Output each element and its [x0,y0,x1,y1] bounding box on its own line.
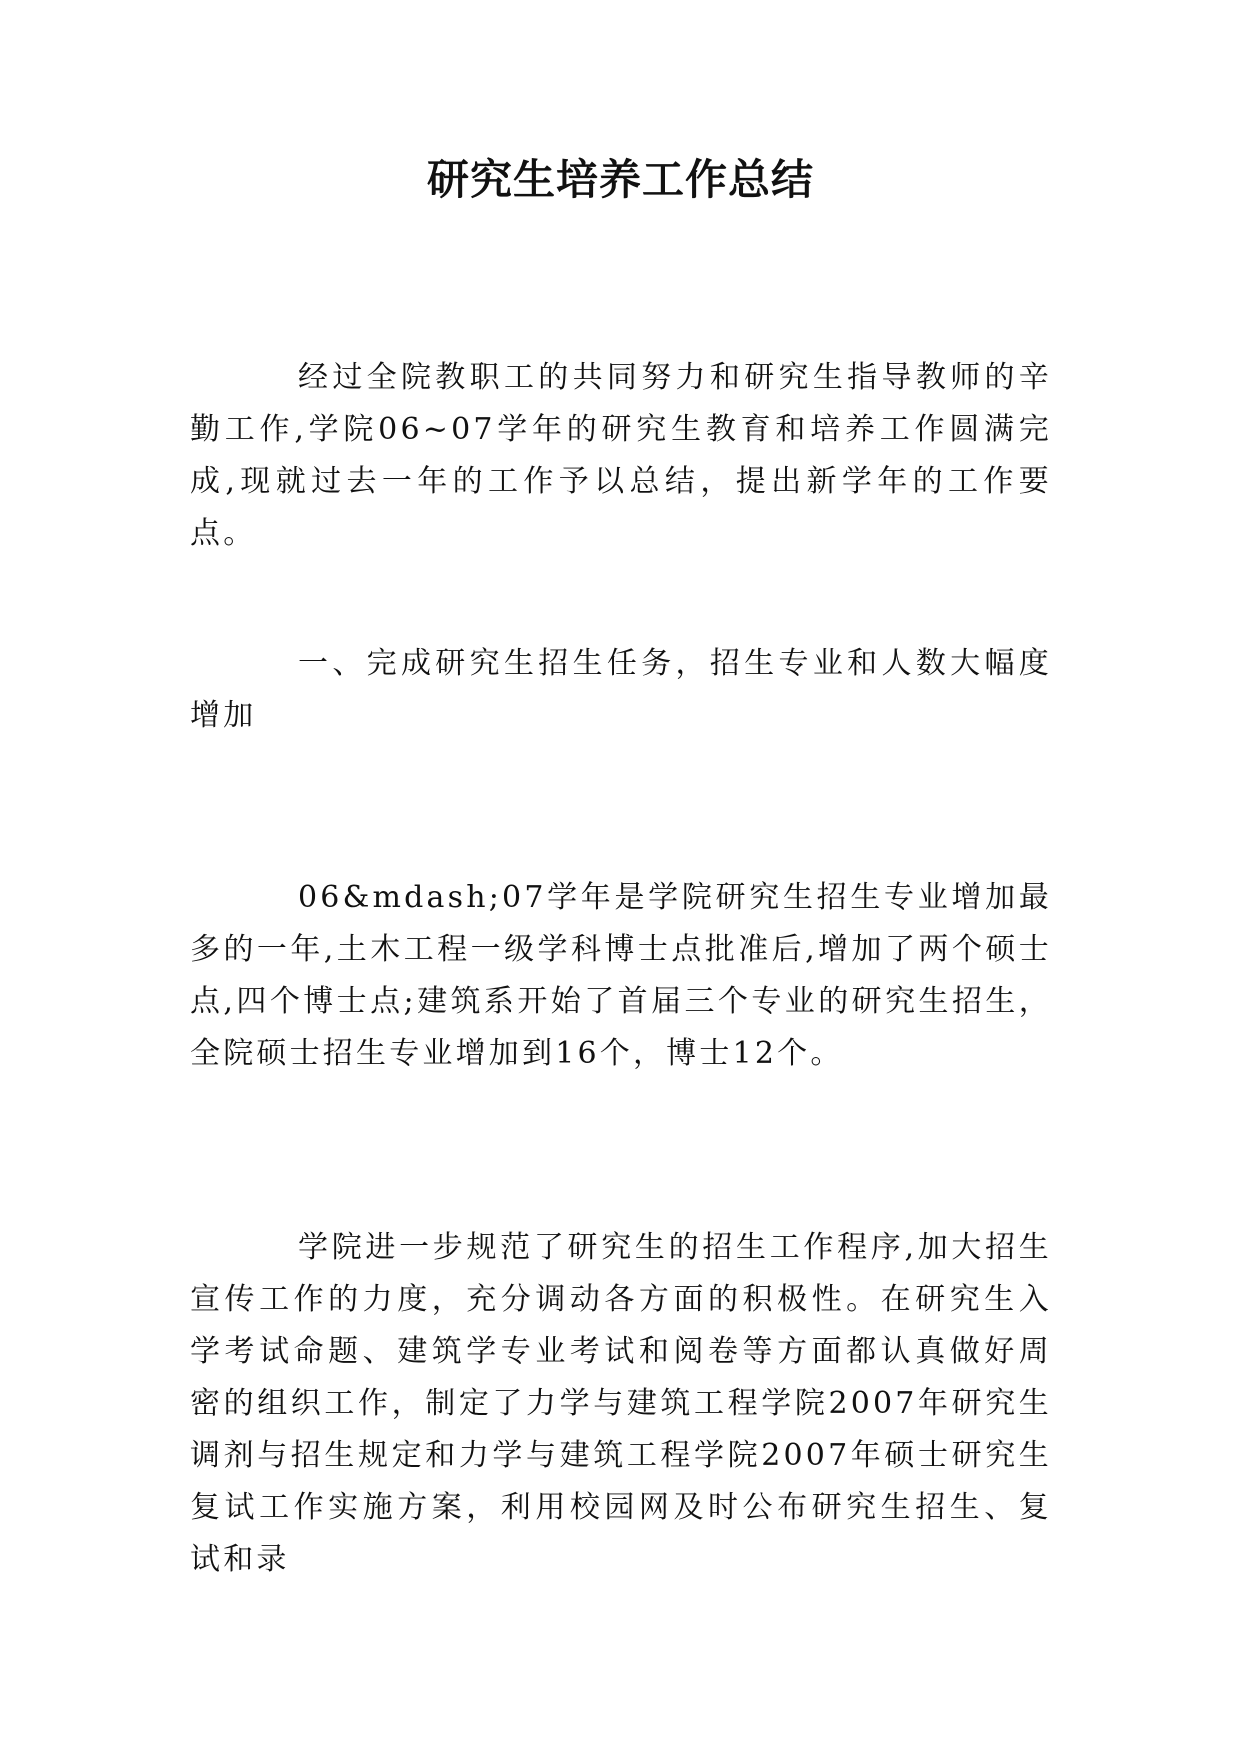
section-heading-1: 一、完成研究生招生任务，招生专业和人数大幅度增加 [190,646,1052,733]
paragraph-admissions-process: 学院进一步规范了研究生的招生工作程序,加大招生宣传工作的力度，充分调动各方面的积极性。在研究生入学考试命题、建筑学专业考试和阅卷等方面都认真做好周密的组织工作，制定了力学与建筑工程学院2007年研究生调剂与招生规定和力学与建筑工程学院2007年硕士研究生复试工作实施方案，利用校园网及时公布研究生招生、复试和录 [190,1230,1052,1577]
paragraph-enrollment: 06&mdash;07学年是学院研究生招生专业增加最多的一年,土木工程一级学科博士点批准后,增加了两个硕士点,四个博士点;建筑系开始了首届三个专业的研究生招生，全院硕士招生专业增加到16个，博士12个。 [190,880,1052,1071]
document-title: 研究生培养工作总结 [426,155,814,204]
paragraph-intro: 经过全院教职工的共同努力和研究生指导教师的辛勤工作,学院06~07学年的研究生教育和培养工作圆满完成,现就过去一年的工作予以总结，提出新学年的工作要点。 [190,360,1052,551]
